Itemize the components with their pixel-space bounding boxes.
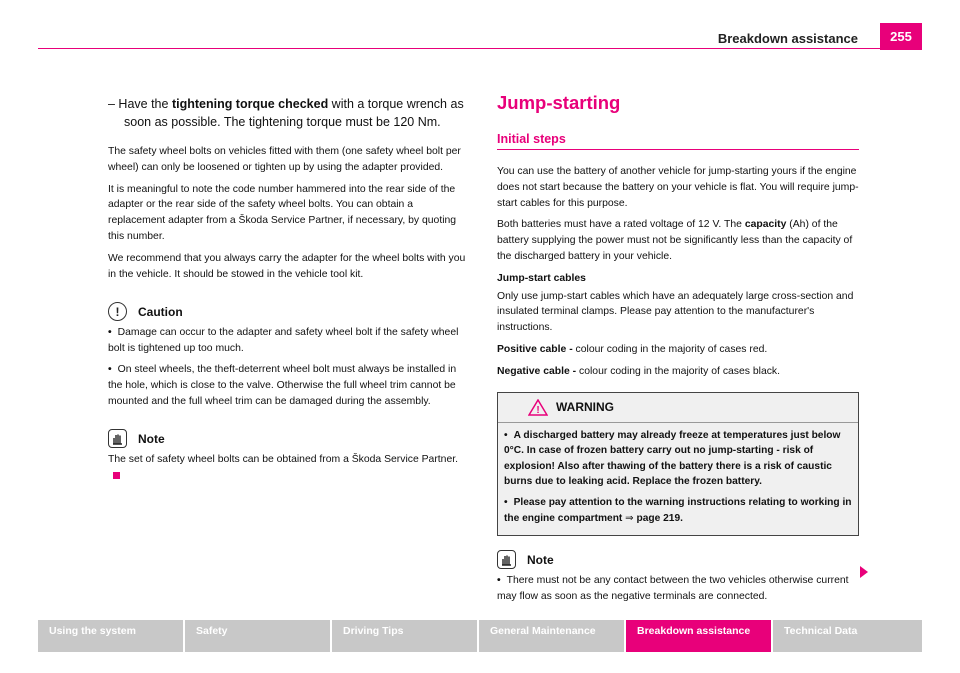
- cables-heading: Jump-start cables: [497, 272, 586, 284]
- negative-label: Negative cable -: [497, 365, 577, 377]
- note-item: • There must not be any contact between the two vehicles otherwise current may flow as soon as the negative terminals are connected.: [497, 575, 849, 602]
- warning-item: • Please pay attention to the warning instructions relating to working in the engine compartment ⇒ page 219.: [504, 496, 852, 524]
- capacity-bold: capacity: [744, 219, 787, 231]
- tab-breakdown-assistance[interactable]: Breakdown assistance: [626, 620, 771, 652]
- note-icon: [108, 429, 127, 448]
- note-icon: [497, 550, 516, 569]
- step-bold: tightening torque checked: [171, 97, 329, 111]
- warning-item-text: Please pay attention to the warning instructions relating to working in the engine compartment: [504, 496, 852, 524]
- note-title: Note: [138, 431, 165, 446]
- note-text: The set of safety wheel bolts can be obtained from a Škoda Service Partner.: [108, 454, 459, 466]
- caution-item-text: Damage can occur to the adapter and safety wheel bolt if the safety wheel bolt is tightened up too much.: [108, 327, 459, 355]
- warning-box: [497, 392, 859, 537]
- svg-text:!: !: [536, 404, 540, 416]
- next-page-arrow-icon[interactable]: [860, 566, 868, 578]
- page-number: 255: [880, 23, 922, 50]
- left-column: [108, 95, 468, 490]
- cables-text: Only use jump-start cables which have an adequately large cross-section and insulated terminal clamps. Please pay attention to the manufacturer's instructions.: [497, 290, 854, 334]
- positive-text: colour coding in the majority of cases red.: [572, 343, 768, 355]
- caution-item: • On steel wheels, the theft-deterrent wheel bolt must always be installed in the hole, which is close to the valve. Otherwise the full wheel trim cannot be mounted and the full wheel trim can be damaged during the assembly.: [108, 363, 457, 407]
- note-heading-right: [497, 550, 859, 569]
- footer-navigation: [38, 620, 922, 652]
- warning-heading: [498, 393, 858, 423]
- subsection-title: Initial steps: [497, 132, 859, 150]
- step-prefix: – Have the: [108, 97, 172, 111]
- tab-safety[interactable]: Safety: [185, 620, 330, 652]
- note-heading-left: [108, 429, 468, 448]
- tab-driving-tips[interactable]: Driving Tips: [332, 620, 477, 652]
- caution-heading: [108, 302, 468, 321]
- positive-cable: [497, 342, 859, 358]
- right-column: [497, 92, 859, 610]
- torque-step: [108, 95, 468, 131]
- negative-cable: [497, 364, 859, 380]
- warning-item: • A discharged battery may already freeze at temperatures just below 0°C. In case of frozen battery carry out no jump-starting - risk of explosion! Also after thawing of the battery there is a risk of caustic burns due to leaking acid. Replace the frozen battery.: [504, 429, 841, 488]
- note-text-left: [108, 452, 468, 484]
- cross-reference-arrow: ⇒: [625, 512, 634, 524]
- tab-general-maintenance[interactable]: General Maintenance: [479, 620, 624, 652]
- paragraph-capacity: [497, 217, 859, 264]
- page-header-title: Breakdown assistance: [717, 31, 858, 46]
- capacity-prefix: Both batteries must have a rated voltage of 12 V. The: [497, 219, 745, 231]
- header-divider: [38, 48, 883, 49]
- step-suffix: with a torque wrench as soon as possible. The tightening torque must be 120 Nm.: [124, 97, 464, 129]
- positive-label: Positive cable -: [497, 343, 573, 355]
- caution-item-text: On steel wheels, the theft-deterrent wheel bolt must always be installed in the hole, which is close to the valve. Otherwise the full wheel trim cannot be mounted and the full wheel trim can be damaged during the assembly.: [108, 363, 457, 407]
- paragraph-recommend: We recommend that you always carry the adapter for the wheel bolts with you in the vehicle. It should be stowed in the vehicle tool kit.: [108, 252, 466, 280]
- note-title: Note: [527, 552, 554, 567]
- caution-item: • Damage can occur to the adapter and safety wheel bolt if the safety wheel bolt is tightened up too much.: [108, 327, 459, 355]
- warning-triangle-icon: [528, 399, 548, 416]
- tab-using-the-system[interactable]: Using the system: [38, 620, 183, 652]
- section-title: Jump-starting: [497, 92, 621, 113]
- paragraph-safety-bolts: The safety wheel bolts on vehicles fitted with them (one safety wheel bolt per wheel) can only be loosened or tighten up by using the adapter provided.: [108, 146, 461, 173]
- caution-icon: !: [108, 302, 127, 321]
- paragraph-code-number: It is meaningful to note the code number hammered into the rear side of the adapter or the rear side of the safety wheel bolts. You can obtain a replacement adapter from a Škoda Service Partner, if necessary, by quoting this number.: [108, 183, 457, 242]
- paragraph-jump-intro: You can use the battery of another vehicle for jump-starting yours if the engine does not start because the battery on your vehicle is flat. You will require jump-start cables for this purpose.: [497, 166, 859, 209]
- end-of-section-marker: [113, 472, 120, 479]
- negative-text: colour coding in the majority of cases black.: [576, 365, 780, 377]
- note-item-text: There must not be any contact between the two vehicles otherwise current may flow as soon as the negative terminals are connected.: [497, 575, 849, 602]
- caution-title: Caution: [138, 304, 183, 319]
- warning-title: WARNING: [556, 400, 614, 415]
- warning-item-text: A discharged battery may already freeze at temperatures just below 0°C. In case of frozen battery carry out no jump-starting - risk of explosion! Also after thawing of the battery there is a risk of caustic burns due to leaking acid. Replace the frozen battery.: [504, 429, 841, 488]
- warning-body: [498, 423, 858, 536]
- page-reference-link[interactable]: page 219.: [633, 512, 683, 524]
- tab-technical-data[interactable]: Technical Data: [773, 620, 922, 652]
- capacity-suffix: (Ah) of the battery supplying the power must not be significantly less than the capacity of the discharged battery in your vehicle.: [497, 219, 853, 262]
